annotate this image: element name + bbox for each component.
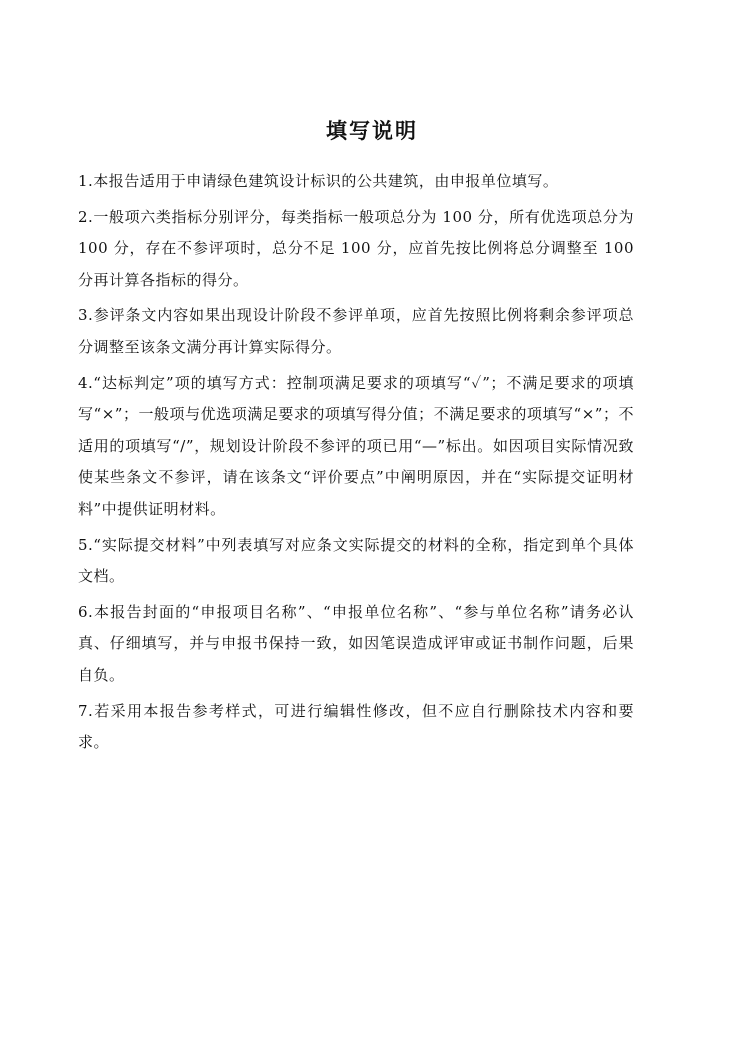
instruction-item-1: 1.本报告适用于申请绿色建筑设计标识的公共建筑，由申报单位填写。 <box>78 172 559 190</box>
instruction-item-3: 3.参评条文内容如果出现设计阶段不参评单项，应首先按照比例将剩余参评项总分调整至该条文满分再计算实际得分。 <box>78 306 634 356</box>
instruction-item-2: 2.一般项六类指标分别评分，每类指标一般项总分为 100 分，所有优选项总分为 100 分，存在不参评项时，总分不足 100 分，应首先按比例将总分调整至 100 分再计算各指标的得分。 <box>78 207 634 289</box>
instruction-item-7: 7.若采用本报告参考样式，可进行编辑性修改，但不应自行删除技术内容和要求。 <box>78 701 634 752</box>
page-title: 填写说明 <box>326 119 418 143</box>
instruction-item-5: 5.“实际提交材料”中列表填写对应条文实际提交的材料的全称，指定到单个具体文档。 <box>78 535 634 586</box>
instruction-item-6: 6.本报告封面的“申报项目名称”、“申报单位名称”、“参与单位名称”请务必认真、仔细填写，并与申报书保持一致，如因笔误造成评审或证书制作问题，后果自负。 <box>78 602 634 684</box>
instruction-list <box>78 166 634 763</box>
instruction-item-4: 4.“达标判定”项的填写方式：控制项满足要求的项填写“✓”；不满足要求的项填写“×”；一般项与优选项满足要求的项填写得分值；不满足要求的项填写“×”；不适用的项填写“/”，规划设计阶段不参评的项已用“—”标出。如因项目实际情况致使某些条文不参评，请在该条文“评价要点”中阐明原因，并在“实际提交证明材料”中提供证明材料。 <box>78 373 634 518</box>
